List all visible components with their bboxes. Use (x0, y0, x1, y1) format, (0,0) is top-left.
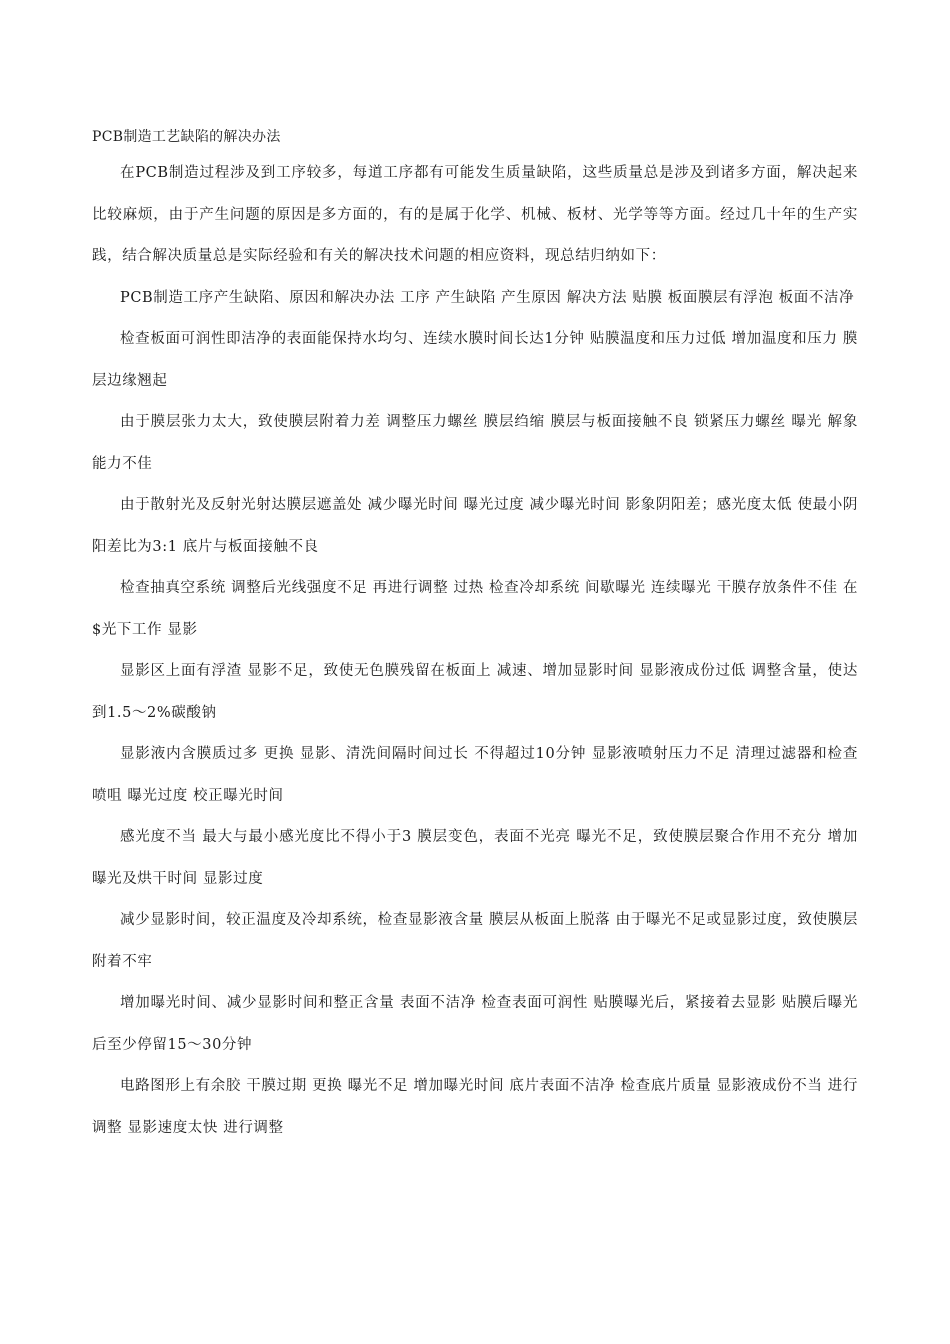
paragraph: 感光度不当 最大与最小感光度比不得小于3 膜层变色，表面不光亮 曝光不足，致使膜层聚合作用不充分 增加曝光及烘干时间 显影过度 (92, 829, 858, 887)
paragraph: 电路图形上有余胶 干膜过期 更换 曝光不足 增加曝光时间 底片表面不洁净 检查底片质量 显影液成份不当 进行调整 显影速度太快 进行调整 (92, 1078, 858, 1136)
paragraph: PCB制造工序产生缺陷、原因和解决办法 工序 产生缺陷 产生原因 解决方法 贴膜 板面膜层有浮泡 板面不洁净 (120, 289, 855, 306)
document-title: PCB制造工艺缺陷的解决办法 (92, 129, 281, 145)
paragraph: 增加曝光时间、减少显影时间和整正含量 表面不洁净 检查表面可润性 贴膜曝光后，紧接着去显影 贴膜后曝光后至少停留15～30分钟 (92, 995, 858, 1053)
paragraph: 检查板面可润性即洁净的表面能保持水均匀、连续水膜时间长达1分钟 贴膜温度和压力过低 增加温度和压力 膜层边缘翘起 (92, 331, 858, 389)
paragraph: 检查抽真空系统 调整后光线强度不足 再进行调整 过热 检查冷却系统 间歇曝光 连续曝光 干膜存放条件不佳 在$光下工作 显影 (92, 580, 858, 638)
paragraph: 由于膜层张力太大，致使膜层附着力差 调整压力螺丝 膜层绉缩 膜层与板面接触不良 锁紧压力螺丝 曝光 解象能力不佳 (92, 414, 858, 472)
paragraph: 显影液内含膜质过多 更换 显影、清洗间隔时间过长 不得超过10分钟 显影液喷射压力不足 清理过滤器和检查喷咀 曝光过度 校正曝光时间 (92, 746, 858, 804)
paragraph: 显影区上面有浮渣 显影不足，致使无色膜残留在板面上 减速、增加显影时间 显影液成份过低 调整含量，使达到1.5～2%碳酸钠 (92, 663, 858, 721)
paragraph: 由于散射光及反射光射达膜层遮盖处 减少曝光时间 曝光过度 减少曝光时间 影象阴阳差；感光度太低 使最小阴阳差比为3:1 底片与板面接触不良 (92, 497, 858, 555)
paragraph-intro: 在PCB制造过程涉及到工序较多，每道工序都有可能发生质量缺陷，这些质量总是涉及到诸多方面，解决起来比较麻烦，由于产生问题的原因是多方面的，有的是属于化学、机械、板材、光学等等方面。经过几十年的生产实践，结合解决质量总是实际经验和有关的解决技术问题的相应资料，现总结归纳如下： (92, 165, 858, 264)
paragraph: 减少显影时间，较正温度及冷却系统，检查显影液含量 膜层从板面上脱落 由于曝光不足或显影过度，致使膜层附着不牢 (92, 912, 858, 970)
